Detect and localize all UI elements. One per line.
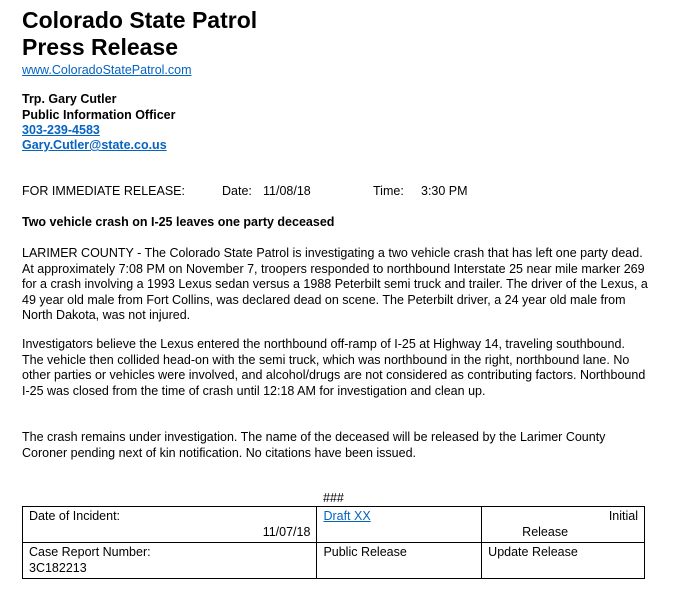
website-link[interactable]: www.ColoradoStatePatrol.com xyxy=(22,63,192,77)
case-label: Case Report Number: xyxy=(29,545,151,559)
incident-date: 11/07/18 xyxy=(262,524,311,539)
release-date: 11/08/18 xyxy=(263,184,311,198)
release-time: 3:30 PM xyxy=(421,184,468,198)
release-label-cell: Release xyxy=(522,524,569,539)
body-paragraph: LARIMER COUNTY - The Colorado State Patrol is investigating a two vehicle crash that has left one party dead. At approximately 7:08 PM on November 7, troopers responded to northbound Interstate 25 near mile marker 269 for a crash involving a 1993 Lexus sedan versus a 1988 Peterbilt semi truck and trailer. The driver of the Lexus, a 49 year old male from Fort Collins, was declared dead on scene. The Peterbilt driver, a 24 year old male from North Dakota, was not injured. xyxy=(22,246,648,322)
contact-email-link[interactable]: Gary.Cutler@state.co.us xyxy=(22,138,167,152)
initial-label: Initial xyxy=(608,509,638,523)
draft-cell xyxy=(317,507,482,543)
initial-release-cell xyxy=(482,507,645,543)
case-number: 3C182213 xyxy=(29,560,87,575)
contact-name: Trp. Gary Cutler xyxy=(22,92,117,106)
update-release-label: Update Release xyxy=(488,545,578,559)
title-line-2: Press Release xyxy=(22,34,179,60)
release-date-label: Date: xyxy=(222,184,252,198)
headline: Two vehicle crash on I-25 leaves one party deceased xyxy=(22,215,335,229)
title-line-1: Colorado State Patrol xyxy=(22,7,258,33)
end-mark: ### xyxy=(323,491,344,505)
release-time-label: Time: xyxy=(373,184,404,198)
incident-cell xyxy=(23,507,317,543)
contact-role: Public Information Officer xyxy=(22,108,176,122)
contact-phone-link[interactable]: 303-239-4583 xyxy=(22,123,100,137)
body-paragraph: Investigators believe the Lexus entered the northbound off-ramp of I-25 at Highway 14, traveling southbound. The vehicle then collided head-on with the semi truck, which was northbound in the right, northbound lane. No other parties or vehicles were involved, and alcohol/drugs are not considered as contributing factors. Northbound I-25 was closed from the time of crash until 12:18 AM for investigation and clean up. xyxy=(22,337,646,398)
update-release-cell xyxy=(482,543,645,579)
draft-link[interactable]: Draft XX xyxy=(323,509,371,523)
release-label: FOR IMMEDIATE RELEASE: xyxy=(22,184,185,198)
incident-label: Date of Incident: xyxy=(29,509,121,523)
body-paragraph: The crash remains under investigation. The name of the deceased will be released by the Larimer County Coroner pending next of kin notification. No citations have been issued. xyxy=(22,430,606,460)
public-release-label: Public Release xyxy=(323,545,407,559)
release-info-table xyxy=(22,506,645,579)
public-release-cell xyxy=(317,543,482,579)
case-cell xyxy=(23,543,317,579)
